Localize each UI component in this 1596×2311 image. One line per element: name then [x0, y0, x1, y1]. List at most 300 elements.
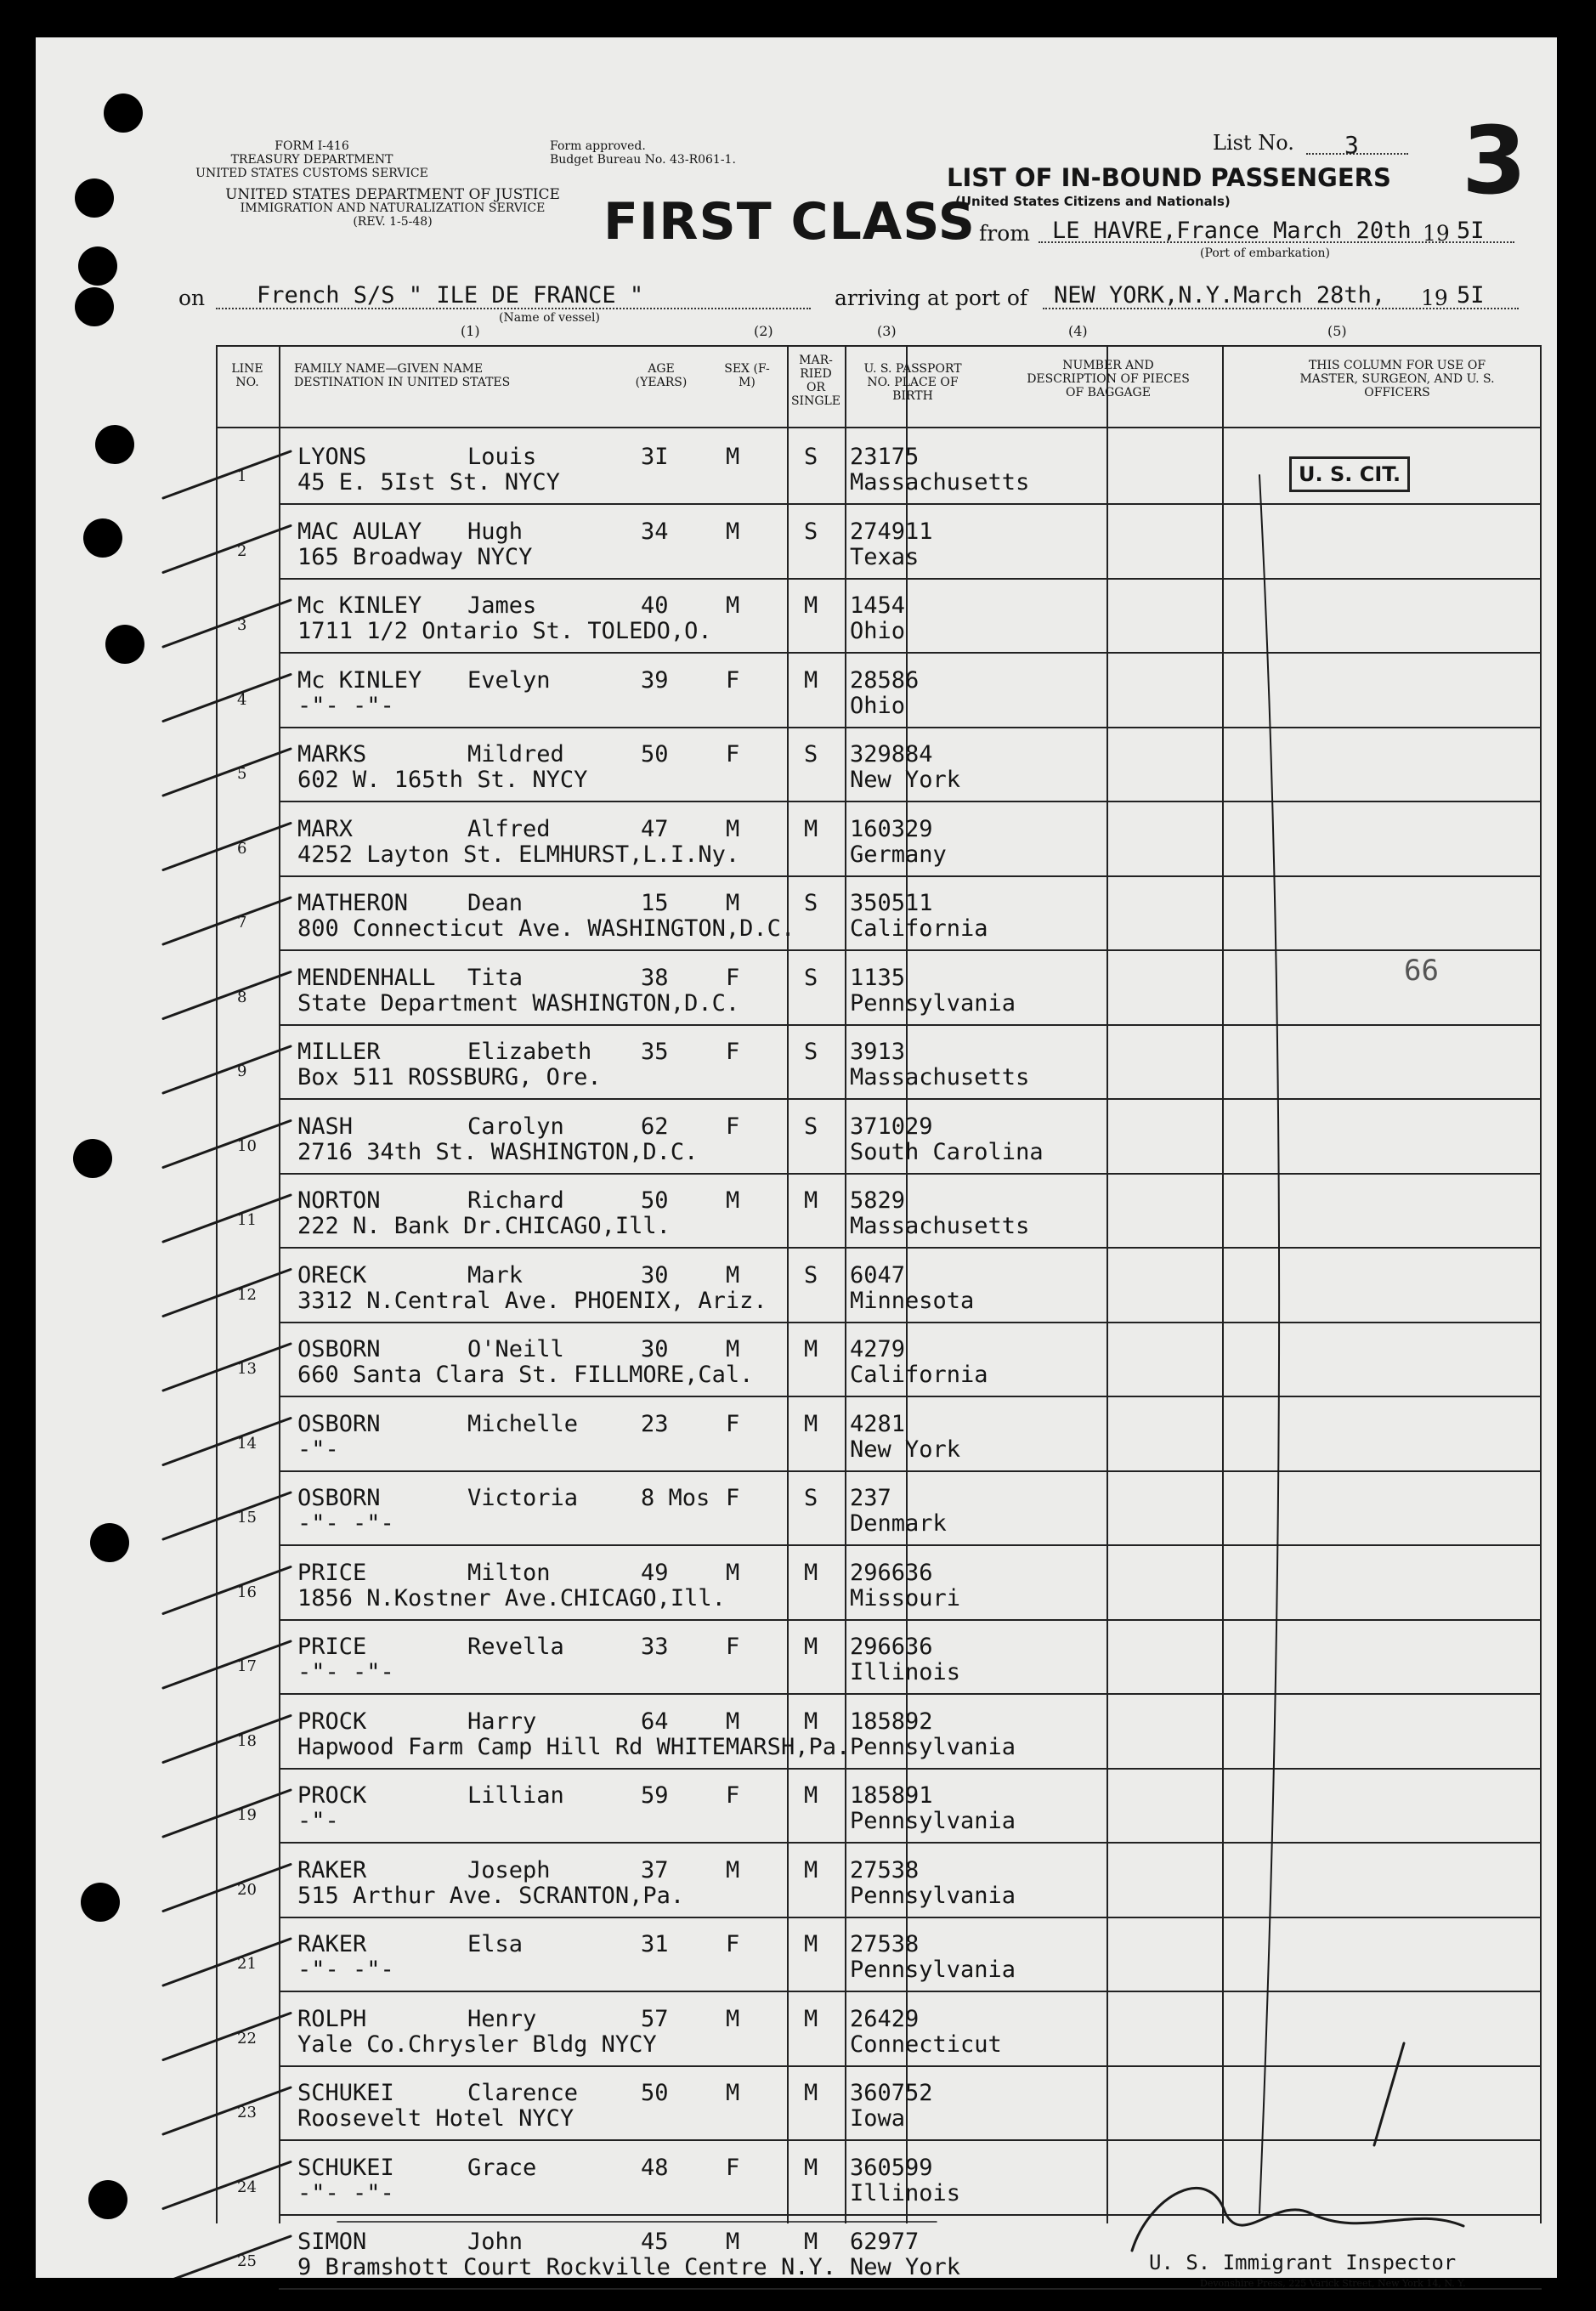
marital-status: M [804, 2154, 818, 2181]
age: 48 [641, 2154, 669, 2181]
pen-stroke [163, 2014, 291, 2060]
sex: M [726, 890, 740, 916]
line-number: 17 [237, 1657, 257, 1675]
column-number-1: (1) [461, 323, 480, 339]
place-of-birth: Massachusetts [850, 1064, 1030, 1090]
inspector-caption: U. S. Immigrant Inspector [1149, 2251, 1457, 2274]
port-of-arrival: NEW YORK,N.Y.March 28th, [1054, 282, 1386, 309]
header-sex: SEX (F-M) [724, 362, 770, 389]
from-label: from [979, 221, 1030, 246]
sex: M [726, 1261, 740, 1289]
given-name: O'Neill [467, 1336, 564, 1362]
pen-stroke [163, 2087, 291, 2134]
passport-number: 27538 [850, 1856, 920, 1883]
line-number: 14 [237, 1434, 257, 1453]
place-of-birth: Pennsylvania [850, 1733, 1016, 1760]
age: 34 [641, 518, 669, 545]
given-name: Grace [467, 2154, 537, 2181]
destination: -"- -"- [297, 1957, 394, 1983]
family-name: OSBORN [297, 1410, 381, 1437]
marital-status: M [804, 1410, 818, 1437]
pen-stroke [163, 1790, 291, 1837]
family-name: NASH [297, 1113, 354, 1140]
pen-stroke [163, 1419, 291, 1465]
destination: 515 Arthur Ave. SCRANTON,Pa. [297, 1882, 685, 1909]
marital-status: M [804, 592, 818, 619]
pen-stroke [163, 1195, 291, 1242]
pen-stroke [163, 1567, 291, 1614]
pen-stroke [1132, 2188, 1463, 2251]
line-number: 25 [237, 2252, 257, 2270]
pen-stroke [1374, 2043, 1404, 2145]
pen-stroke [163, 1270, 291, 1317]
passport-number: 3913 [850, 1039, 906, 1065]
sex: F [726, 2154, 740, 2181]
pen-stroke [1259, 475, 1279, 2213]
destination: 165 Broadway NYCY [297, 543, 533, 570]
header-name: FAMILY NAME—GIVEN NAME DESTINATION IN UNITED STATES [294, 362, 511, 389]
passport-number: 28586 [850, 666, 920, 694]
sex: M [726, 815, 740, 842]
passport-number: 185891 [850, 1782, 933, 1809]
column-number-4: (4) [1068, 323, 1088, 339]
given-name: Milton [467, 1559, 551, 1586]
line-number: 6 [237, 839, 247, 858]
pen-stroke [163, 2162, 291, 2209]
marital-status: S [804, 1261, 818, 1289]
destination: Roosevelt Hotel NYCY [297, 2105, 574, 2132]
sex: F [726, 1113, 740, 1140]
line-number: 1 [237, 467, 247, 485]
line-number: 19 [237, 1806, 257, 1824]
budget-approval: Form approved. Budget Bureau No. 43-R061-1. [550, 139, 736, 167]
passport-number: 1135 [850, 964, 906, 991]
destination: -"- -"- [297, 1510, 394, 1537]
passport-number: 27538 [850, 1931, 920, 1957]
given-name: Alfred [467, 815, 551, 842]
punch-hole [75, 178, 114, 218]
passport-number: 360599 [850, 2154, 933, 2181]
given-name: Michelle [467, 1410, 579, 1437]
age: 23 [641, 1410, 669, 1437]
marital-status: M [804, 1708, 818, 1735]
sex: F [726, 1634, 740, 1660]
marital-status: M [804, 1634, 818, 1660]
printer-imprint: Devonshire Press, 225 Varick Street, New York 14, N. Y. [1200, 2278, 1466, 2289]
passport-number: 4281 [850, 1410, 906, 1437]
age: 49 [641, 1559, 669, 1586]
family-name: PRICE [297, 1634, 367, 1660]
given-name: Henry [467, 2005, 537, 2032]
sex: M [726, 592, 740, 619]
marital-status: M [804, 1559, 818, 1586]
place-of-birth: Pennsylvania [850, 1957, 1016, 1983]
pen-stroke [163, 451, 291, 498]
passport-number: 350511 [850, 890, 933, 916]
pen-stroke [163, 526, 291, 573]
age: 45 [641, 2229, 669, 2255]
place-of-birth: South Carolina [850, 1138, 1044, 1165]
list-title: LIST OF IN-BOUND PASSENGERS [947, 163, 1391, 192]
sex: M [726, 1559, 740, 1586]
given-name: Hugh [467, 518, 524, 545]
pen-stroke [163, 972, 291, 1019]
passport-number: 5829 [850, 1187, 906, 1214]
sex: F [726, 1485, 740, 1511]
marital-status: M [804, 1336, 818, 1362]
age: 37 [641, 1856, 669, 1883]
marital-status: S [804, 1039, 818, 1065]
age: 31 [641, 1931, 669, 1957]
destination: -"- [297, 1808, 339, 1834]
age: 50 [641, 2080, 669, 2106]
pen-stroke [163, 1865, 291, 1912]
given-name: Louis [467, 444, 537, 470]
age: 39 [641, 666, 669, 694]
punch-hole [83, 518, 122, 558]
given-name: Joseph [467, 1856, 551, 1883]
handwritten-marks [36, 37, 1557, 2278]
place-of-birth: Texas [850, 543, 920, 570]
punch-hole [105, 625, 144, 664]
line-number: 2 [237, 541, 247, 560]
age: 47 [641, 815, 669, 842]
family-name: MAC AULAY [297, 518, 422, 545]
place-of-birth: Illinois [850, 2179, 961, 2206]
sex: M [726, 1708, 740, 1735]
destination: -"- [297, 1436, 339, 1463]
sex: F [726, 1410, 740, 1437]
passport-number: 360752 [850, 2080, 933, 2106]
age: 35 [641, 1039, 669, 1065]
form-id: FORM I-416 TREASURY DEPARTMENT UNITED STATES CUSTOMS SERVICE [195, 139, 428, 180]
destination: State Department WASHINGTON,D.C. [297, 989, 740, 1017]
family-name: RAKER [297, 1931, 367, 1957]
age: 59 [641, 1782, 669, 1809]
destination: 1856 N.Kostner Ave.CHICAGO,Ill. [297, 1584, 726, 1611]
family-name: OSBORN [297, 1336, 381, 1362]
passport-number: 4279 [850, 1336, 906, 1362]
place-of-birth: Pennsylvania [850, 1882, 1016, 1909]
page-number: 3 [1462, 106, 1527, 215]
destination: -"- -"- [297, 1659, 394, 1685]
family-name: ROLPH [297, 2005, 367, 2032]
destination: 1711 1/2 Ontario St. TOLEDO,O. [297, 618, 712, 644]
header-officers: THIS COLUMN FOR USE OF MASTER, SURGEON, AND U. S. OFFICERS [1299, 359, 1495, 399]
pen-stroke [163, 1716, 291, 1763]
place-of-birth: Connecticut [850, 2031, 1002, 2058]
passport-number: 296636 [850, 1559, 933, 1586]
age: 3I [641, 444, 669, 470]
family-name: MENDENHALL [297, 964, 436, 991]
family-name: MARX [297, 815, 354, 842]
header-baggage: NUMBER AND DESCRIPTION OF PIECES OF BAGGAGE [1027, 359, 1190, 399]
given-name: Clarence [467, 2080, 579, 2106]
arriving-label: arriving at port of [835, 286, 1028, 310]
place-of-birth: California [850, 1362, 988, 1388]
place-of-birth: Illinois [850, 1659, 961, 1685]
vessel-name: French S/S " ILE DE FRANCE " [257, 282, 644, 309]
family-name: Mc KINLEY [297, 592, 422, 619]
sex: M [726, 1336, 740, 1362]
destination: -"- -"- [297, 692, 394, 719]
family-name: PROCK [297, 1782, 367, 1809]
sex: M [726, 2229, 740, 2255]
place-of-birth: California [850, 915, 988, 942]
pen-stroke [163, 1046, 291, 1093]
manifest-sheet [36, 37, 1557, 2289]
given-name: Tita [467, 964, 524, 991]
line-number: 4 [237, 690, 247, 709]
pen-stroke [163, 2236, 291, 2278]
pen-stroke [163, 898, 291, 944]
place-of-birth: Pennsylvania [850, 1808, 1016, 1834]
family-name: SCHUKEI [297, 2080, 394, 2106]
line-number: 10 [237, 1136, 257, 1155]
marital-status: S [804, 964, 818, 991]
destination: 9 Bramshott Court Rockville Centre N.Y. [297, 2254, 836, 2280]
place-of-birth: Pennsylvania [850, 989, 1016, 1017]
family-name: SIMON [297, 2229, 367, 2255]
department-heading: UNITED STATES DEPARTMENT OF JUSTICE IMMIGRATION AND NATURALIZATION SERVICE (REV. 1-5-48) [225, 186, 560, 229]
marital-status: M [804, 1782, 818, 1809]
family-name: MILLER [297, 1039, 381, 1065]
given-name: Elsa [467, 1931, 524, 1957]
family-name: MARKS [297, 741, 367, 768]
column-number-3: (3) [877, 323, 897, 339]
destination: 222 N. Bank Dr.CHICAGO,Ill. [297, 1213, 671, 1239]
port-of-embarkation: LE HAVRE,France March 20th [1052, 218, 1412, 244]
marital-status: M [804, 815, 818, 842]
destination: 602 W. 165th St. NYCY [297, 767, 588, 793]
line-number: 7 [237, 914, 247, 932]
pen-stroke [163, 600, 291, 647]
destination: 3312 N.Central Ave. PHOENIX, Ariz. [297, 1287, 767, 1314]
destination: 800 Connecticut Ave. WASHINGTON,D.C. [297, 915, 795, 942]
header-passport: U. S. PASSPORT NO. PLACE OF BIRTH [863, 362, 962, 403]
vessel-caption: (Name of vessel) [499, 311, 600, 325]
pen-stroke [163, 1641, 291, 1688]
age: 33 [641, 1634, 669, 1660]
destination: Box 511 ROSSBURG, Ore. [297, 1064, 602, 1090]
sex: M [726, 1187, 740, 1214]
line-number: 21 [237, 1955, 257, 1973]
marital-status: S [804, 1485, 818, 1511]
place-of-birth: Massachusetts [850, 469, 1030, 496]
destination: 4252 Layton St. ELMHURST,L.I.Ny. [297, 841, 740, 868]
sex: M [726, 518, 740, 545]
place-of-birth: Germany [850, 841, 947, 868]
line-number: 12 [237, 1285, 257, 1304]
age: 15 [641, 890, 669, 916]
pen-stroke [163, 1344, 291, 1391]
sex: M [726, 2080, 740, 2106]
line-number: 13 [237, 1360, 257, 1378]
punch-hole [104, 93, 143, 133]
place-of-birth: Ohio [850, 692, 906, 719]
passport-number: 237 [850, 1485, 891, 1511]
family-name: NORTON [297, 1187, 381, 1214]
header-married: MAR-RIED OR SINGLE [790, 354, 841, 408]
line-number: 24 [237, 2178, 257, 2196]
given-name: Harry [467, 1708, 537, 1735]
line-number: 9 [237, 1062, 247, 1080]
punch-hole [95, 425, 134, 464]
pen-stroke [163, 1121, 291, 1168]
given-name: Revella [467, 1634, 564, 1660]
list-no-label: List No. [1213, 131, 1294, 155]
from-year-prefix: 19 [1423, 221, 1450, 246]
family-name: MATHERON [297, 890, 409, 916]
passport-number: 26429 [850, 2005, 920, 2032]
pen-stroke [163, 1939, 291, 1985]
passport-number: 1454 [850, 592, 906, 619]
family-name: PRICE [297, 1559, 367, 1586]
marital-status: M [804, 1187, 818, 1214]
passport-number: 6047 [850, 1261, 906, 1289]
port-caption: (Port of embarkation) [1200, 246, 1330, 260]
given-name: Elizabeth [467, 1039, 592, 1065]
family-name: SCHUKEI [297, 2154, 394, 2181]
line-number: 16 [237, 1583, 257, 1601]
age: 57 [641, 2005, 669, 2032]
family-name: Mc KINLEY [297, 666, 422, 694]
age: 8 Mos [641, 1485, 710, 1511]
punch-hole [73, 1139, 112, 1178]
pen-stroke [163, 1493, 291, 1539]
passport-number: 185892 [850, 1708, 933, 1735]
given-name: Evelyn [467, 666, 551, 694]
destination: 45 E. 5Ist St. NYCY [297, 469, 560, 496]
list-subtitle: (United States Citizens and Nationals) [955, 194, 1231, 209]
header-age: AGE (YEARS) [635, 362, 688, 389]
arrival-year: 5I [1457, 282, 1485, 309]
sex: F [726, 964, 740, 991]
destination: 2716 34th St. WASHINGTON,D.C. [297, 1138, 699, 1165]
place-of-birth: New York [850, 767, 961, 793]
place-of-birth: Massachusetts [850, 1213, 1030, 1239]
age: 50 [641, 741, 669, 768]
sex: F [726, 741, 740, 768]
sex: F [726, 1931, 740, 1957]
age: 64 [641, 1708, 669, 1735]
given-name: Victoria [467, 1485, 579, 1511]
place-of-birth: New York [850, 1436, 961, 1463]
family-name: RAKER [297, 1856, 367, 1883]
sex: M [726, 1856, 740, 1883]
passport-number: 62977 [850, 2229, 920, 2255]
given-name: Mark [467, 1261, 524, 1289]
punch-hole [75, 287, 114, 326]
place-of-birth: Missouri [850, 1584, 961, 1611]
destination: Hapwood Farm Camp Hill Rd WHITEMARSH,Pa. [297, 1733, 851, 1760]
age: 40 [641, 592, 669, 619]
line-number: 15 [237, 1509, 257, 1527]
place-of-birth: Minnesota [850, 1287, 975, 1314]
marital-status: M [804, 1931, 818, 1957]
sex: F [726, 666, 740, 694]
passport-number: 160329 [850, 815, 933, 842]
destination: Yale Co.Chrysler Bldg NYCY [297, 2031, 657, 2058]
pen-stroke [163, 749, 291, 796]
class-label: FIRST CLASS [603, 192, 976, 252]
place-of-birth: Iowa [850, 2105, 906, 2132]
family-name: ORECK [297, 1261, 367, 1289]
family-name: PROCK [297, 1708, 367, 1735]
marital-status: S [804, 518, 818, 545]
us-citizen-stamp: U. S. CIT. [1289, 456, 1410, 492]
age: 50 [641, 1187, 669, 1214]
punch-hole [78, 246, 117, 286]
marital-status: M [804, 666, 818, 694]
line-number: 22 [237, 2029, 257, 2048]
marital-status: S [804, 1113, 818, 1140]
sex: F [726, 1039, 740, 1065]
column-number-2: (2) [754, 323, 773, 339]
age: 38 [641, 964, 669, 991]
from-year: 5I [1457, 218, 1485, 244]
given-name: Lillian [467, 1782, 564, 1809]
line-number: 3 [237, 616, 247, 634]
line-number: 23 [237, 2104, 257, 2121]
given-name: Richard [467, 1187, 564, 1214]
age: 62 [641, 1113, 669, 1140]
marital-status: M [804, 2005, 818, 2032]
line-number: 5 [237, 765, 247, 783]
column-number-5: (5) [1327, 323, 1347, 339]
marital-status: S [804, 890, 818, 916]
marital-status: M [804, 2229, 818, 2255]
officer-note: 66 [1404, 954, 1439, 988]
family-name: OSBORN [297, 1485, 381, 1511]
sex: M [726, 2005, 740, 2032]
arrival-year-prefix: 19 [1421, 286, 1448, 310]
place-of-birth: New York [850, 2254, 961, 2280]
given-name: Dean [467, 890, 524, 916]
given-name: James [467, 592, 537, 619]
header-line-no: LINE NO. [231, 362, 263, 389]
marital-status: S [804, 741, 818, 768]
punch-hole [90, 1523, 129, 1562]
sex: M [726, 444, 740, 470]
age: 30 [641, 1261, 669, 1289]
place-of-birth: Denmark [850, 1510, 947, 1537]
given-name: Mildred [467, 741, 564, 768]
line-number: 11 [237, 1211, 257, 1229]
marital-status: M [804, 1856, 818, 1883]
passport-number: 371029 [850, 1113, 933, 1140]
given-name: John [467, 2229, 524, 2255]
destination: -"- -"- [297, 2179, 394, 2206]
sex: F [726, 1782, 740, 1809]
line-number: 20 [237, 1880, 257, 1899]
age: 30 [641, 1336, 669, 1362]
line-number: 8 [237, 988, 247, 1006]
destination: 660 Santa Clara St. FILLMORE,Cal. [297, 1362, 754, 1388]
family-name: LYONS [297, 444, 367, 470]
punch-hole [81, 1883, 120, 1922]
on-label: on [178, 286, 206, 310]
passport-number: 296636 [850, 1634, 933, 1660]
passport-number: 274911 [850, 518, 933, 545]
pen-stroke [163, 824, 291, 870]
line-number: 18 [237, 1731, 257, 1750]
place-of-birth: Ohio [850, 618, 906, 644]
given-name: Carolyn [467, 1113, 564, 1140]
pen-stroke [163, 675, 291, 722]
list-no-value: 3 [1344, 131, 1359, 159]
marital-status: M [804, 2080, 818, 2106]
